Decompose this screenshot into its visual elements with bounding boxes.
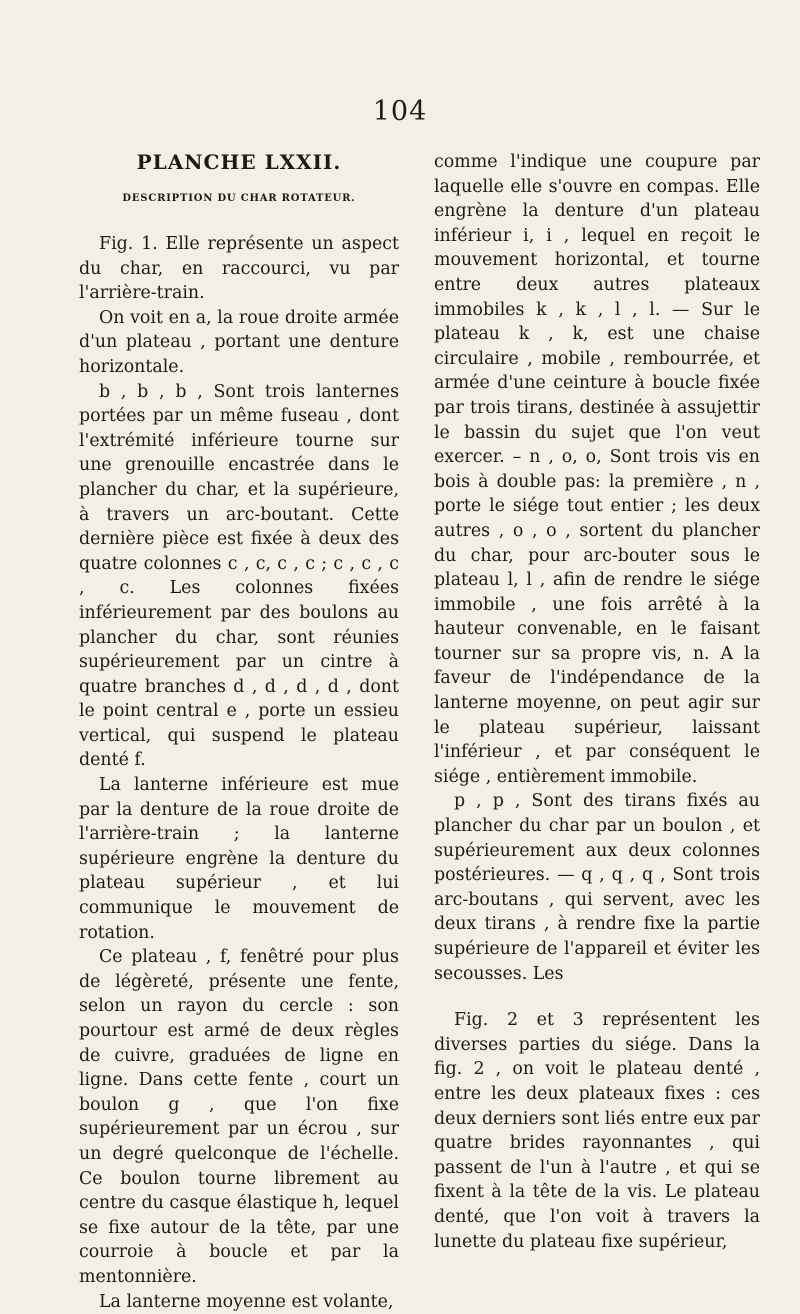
paragraph-continuation: comme l'indique une coupure par laquelle elle s'ouvre en compas. Elle engrène la denture d'un plateau inférieur i, i , lequel en reçoit le mouvement horizontal, et tourne entre deux autres plateaux immobiles k , k , l , l. — Sur le plateau k , k, est une chaise circulaire , mobile , rembourrée, et armée d'une ceinture à boucle fixée par trois tirans, destinée à assujettir le bassin du sujet que l'on veut exercer. – n , o, o, Sont trois vis en bois à double pas: la première , n , porte le siége tout entier ; les deux autres , o , o , sortent du plancher du char, pour arc-bouter sous le plateau l, l , afin de rendre le siége immobile , une fois arrêté à la hauteur convenable, en le faisant tourner sur sa propre vis, n. A la faveur de l'indépendance de la lanterne moyenne, on peut agir sur le plateau supérieur, laissant l'inférieur , et par conséquent le siége , entièrement immobile. [434,152,760,787]
left-column [79,150,399,1314]
right-column [434,150,760,1254]
paragraph-plateau: Ce plateau , f, fenêtré pour plus de légèreté, présente une fente, selon un rayon du cercle : son pourtour est armé de deux règles de cuivre, graduées de ligne en ligne. Dans cette fente , court un boulon g , que l'on fixe supérieurement par un écrou , sur un degré quelconque de l'échelle. Ce boulon tourne librement au centre du casque élastique h, lequel se fixe autour de la tête, par une courroie à boucle et par la mentonnière. [79,947,399,1287]
plate-title: PLANCHE LXXII. [136,150,342,174]
paragraph-lanterne-inferieure: La lanterne inférieure est mue par la denture de la roue droite de l'arrière-train ; la lanterne supérieure engrène la denture du plateau supérieur , et lui communique le mouvement de rotation. [79,775,399,943]
paragraph-fig2: Fig. 2 et 3 représentent les diverses parties du siége. Dans la fig. 2 , on voit le plateau denté , entre les deux plateaux fixes : ces deux derniers sont liés entre eux par quatre brides rayonnantes , qui passent de l'un à l'autre , et qui se fixent à la tête de la vis. Le plateau denté, que l'on voit à travers la lunette du plateau fixe supérieur, [434,1010,760,1252]
paragraph-fig1: Fig. 1. Elle représente un aspect du char, en raccourci, vu par l'arrière-train. [79,234,399,304]
paragraph-lanterne-moyenne: La lanterne moyenne est volante, [99,1291,394,1312]
paragraph-lanternes: b , b , b , Sont trois lanternes portées par un même fuseau , dont l'extrémité inférieure tourne sur une grenouille encastrée dans le plancher du char, et la supérieure, à travers un arc-boutant. Cette dernière pièce est fixée à deux des quatre colonnes c , c, c , c ; c , c , c , c. Les colonnes fixées inférieurement par des boulons au plancher du char, sont réunies supérieurement par un cintre à quatre branches d , d , d , d , dont le point central e , porte un essieu vertical, qui suspend le plateau denté f. [79,381,399,771]
page-number: 104 [372,96,428,127]
paragraph-tirans: p , p , Sont des tirans fixés au plancher du char par un boulon , et supérieurement aux deux colonnes postérieures. — q , q , q , Sont trois arc-boutans , qui servent, avec les deux tirans , à rendre fixe la partie supérieure de l'appareil et éviter les secousses. Les [434,791,760,984]
paragraph-roue: On voit en a, la roue droite armée d'un plateau , portant une denture horizontale. [79,307,399,377]
section-subtitle: DESCRIPTION DU CHAR ROTATEUR. [122,193,356,204]
